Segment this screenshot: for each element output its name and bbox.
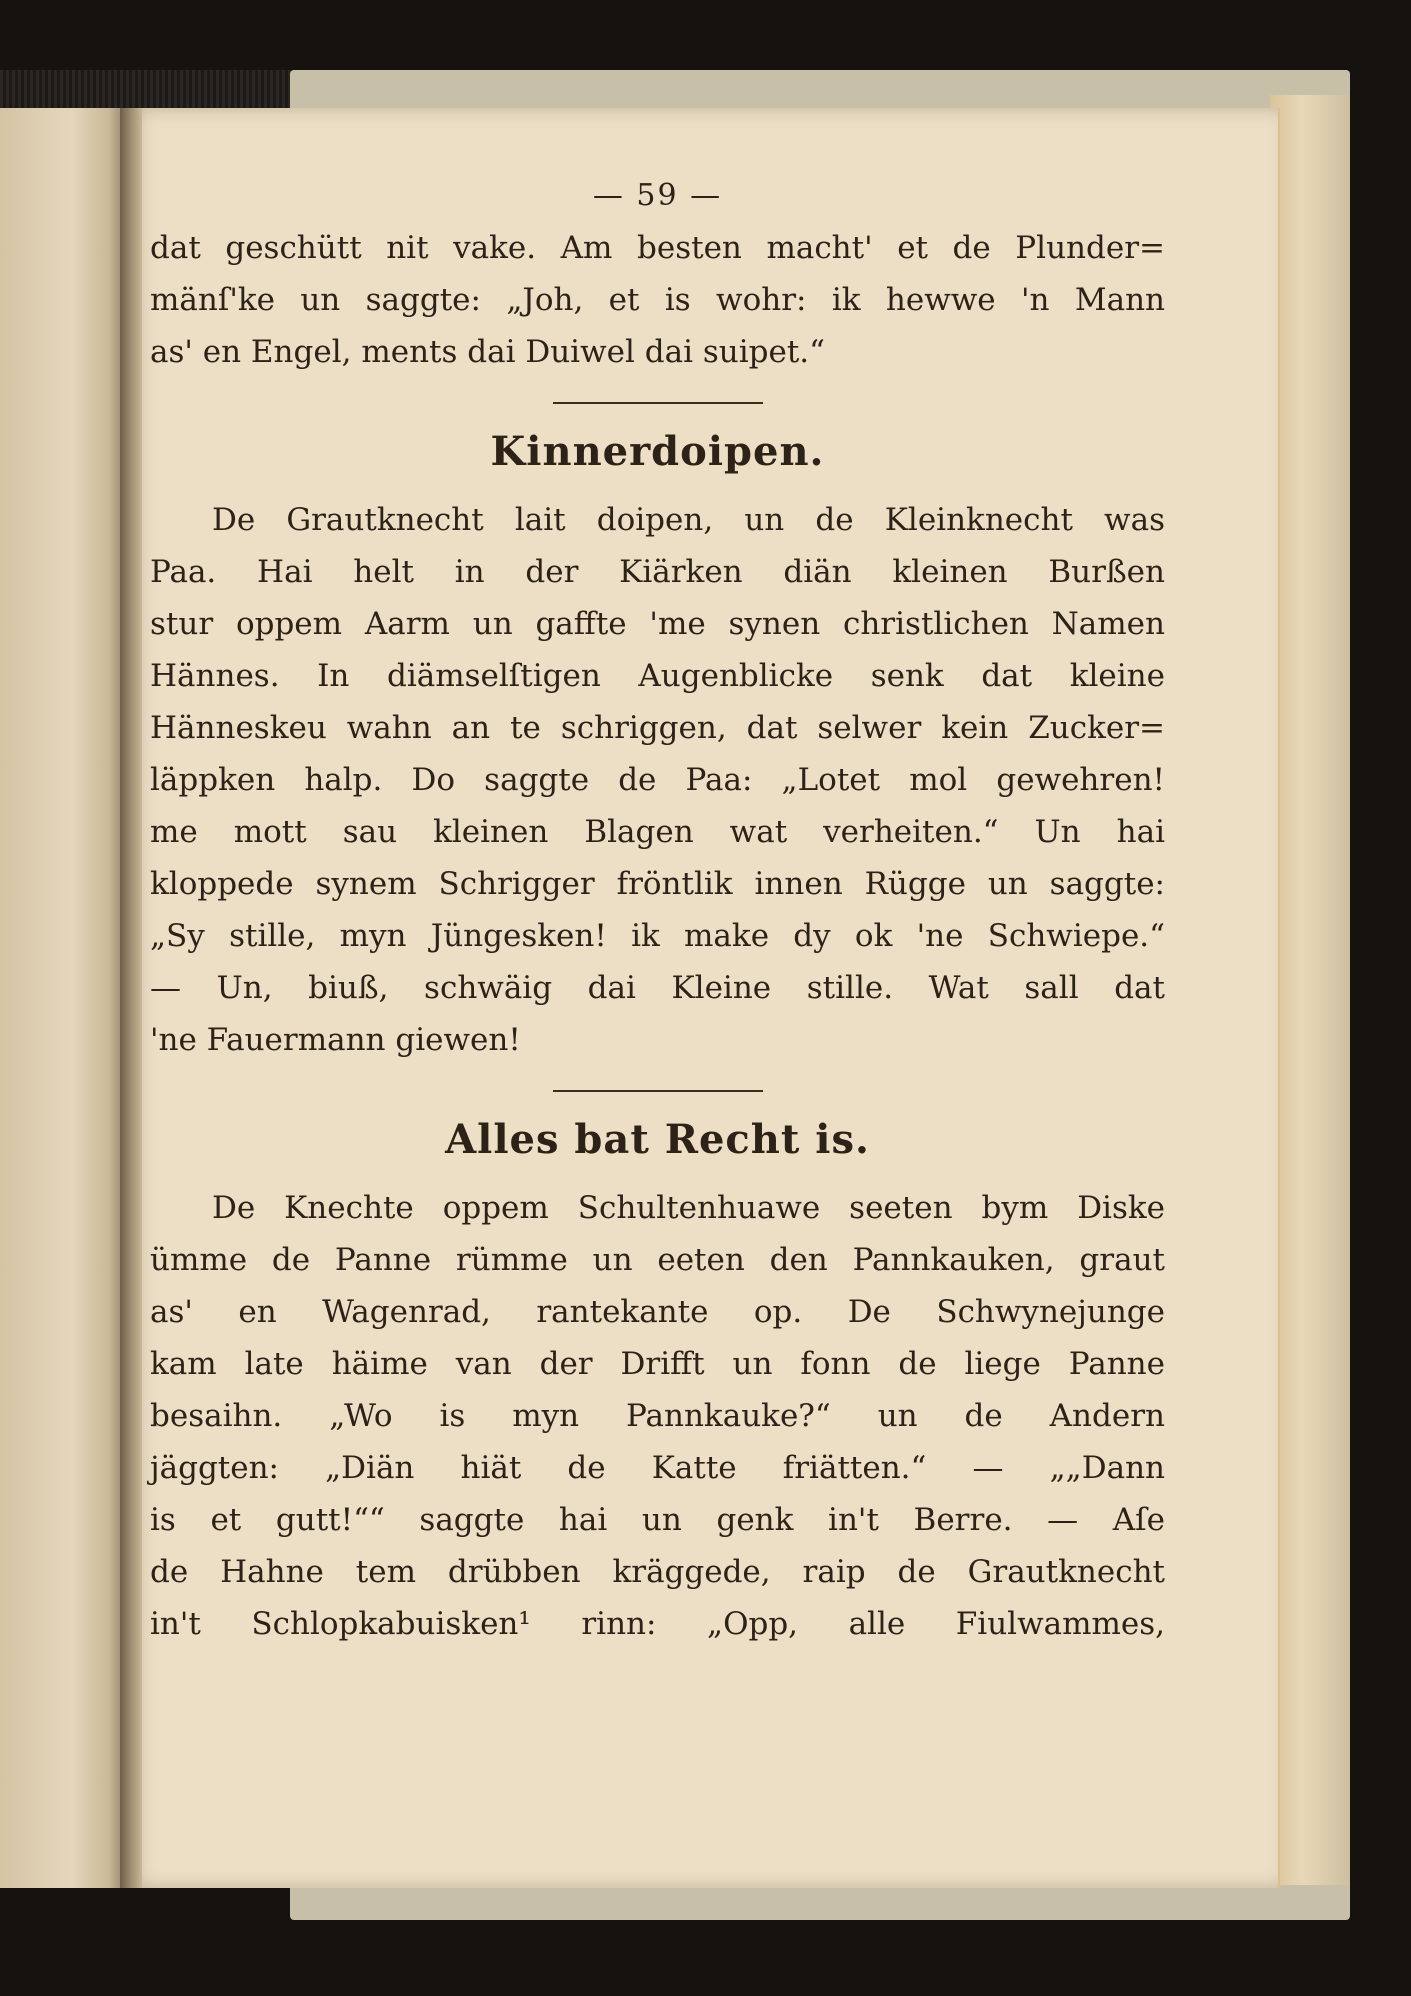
text-line: 'ne Fauermann giewen!: [150, 1022, 521, 1058]
book-spine: [0, 70, 310, 112]
text-line: besaihn. „Wo is myn Pannkauke?“ un de Andern: [150, 1398, 1165, 1434]
text-line: is et gutt!““ saggte hai un genk in't Berre. — Aſe: [150, 1502, 1165, 1538]
section-paragraph: [150, 1182, 1165, 1650]
left-page-margin: [0, 108, 128, 1888]
text-line: De Knechte oppem Schultenhuawe seeten bym Diske: [212, 1190, 1165, 1226]
intro-paragraph: [150, 222, 1165, 378]
book-gutter: [120, 108, 142, 1888]
text-line: jäggten: „Diän hiät de Katte friätten.“ — „„Dann: [150, 1450, 1165, 1486]
section-heading: Kinnerdoipen.: [490, 428, 825, 475]
text-line: me mott sau kleinen Blagen wat verheiten.“ Un hai: [150, 814, 1165, 850]
text-line: — Un, biuß, schwäig dai Kleine stille. Wat sall dat: [150, 970, 1165, 1006]
text-line: ümme de Panne rümme un eeten den Pannkauken, graut: [150, 1242, 1165, 1278]
text-line: läppken halp. Do saggte de Paa: „Lotet mol gewehren!: [150, 762, 1165, 798]
section-divider: [553, 402, 763, 404]
page-edges: [1270, 95, 1350, 1885]
text-line: mänſ'ke un saggte: „Joh, et is wohr: ik hewwe 'n Mann: [150, 282, 1165, 318]
text-line: in't Schlopkabuisken¹ rinn: „Opp, alle Fiulwammes,: [150, 1606, 1165, 1642]
section-heading: Alles bat Recht is.: [445, 1116, 870, 1163]
page-text: [150, 170, 1165, 1650]
text-line: „Sy stille, myn Jüngesken! ik make dy ok 'ne Schwiepe.“: [150, 918, 1165, 954]
text-line: dat geschütt nit vake. Am besten macht' et de Plunder=: [150, 230, 1165, 266]
section-paragraph: [150, 494, 1165, 1066]
text-line: De Grautknecht lait doipen, un de Kleinknecht was: [212, 502, 1165, 538]
text-line: de Hahne tem drübben kräggede, raip de Grautknecht: [150, 1554, 1165, 1590]
text-line: as' en Wagenrad, rantekante op. De Schwynejunge: [150, 1294, 1165, 1330]
text-line: Paa. Hai helt in der Kiärken diän kleinen Burßen: [150, 554, 1165, 590]
text-line: stur oppem Aarm un gaffte 'me synen christlichen Namen: [150, 606, 1165, 642]
text-line: kam late häime van der Drifft un fonn de liege Panne: [150, 1346, 1165, 1382]
text-line: Hänneskeu wahn an te schriggen, dat selwer kein Zucker=: [150, 710, 1165, 746]
section-divider: [553, 1090, 763, 1092]
text-line: Hännes. In diämselſtigen Augenblicke senk dat kleine: [150, 658, 1165, 694]
text-line: kloppede synem Schrigger fröntlik innen Rügge un saggte:: [150, 866, 1165, 902]
text-line: as' en Engel, ments dai Duiwel dai suipet.“: [150, 334, 825, 370]
page-number: — 59 —: [592, 178, 723, 213]
